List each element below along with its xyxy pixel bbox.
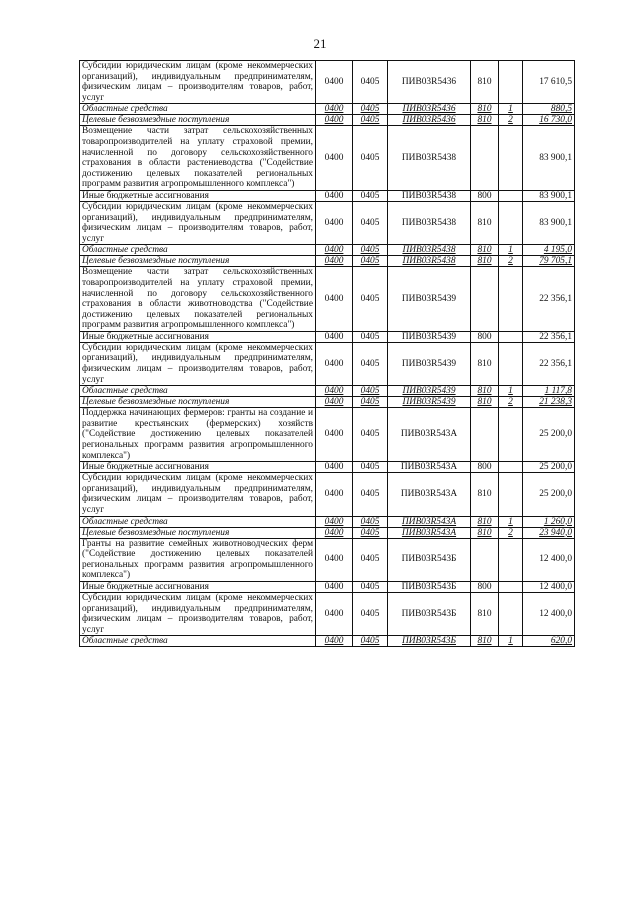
row-target-code: ПИВ03R5438 <box>388 126 471 191</box>
table-row <box>80 267 575 332</box>
row-name: Возмещение части затрат сельскохозяйственных товаропроизводителей на уплату страховой премии, начисленной по договору сельскохозяйственного страхования в области животноводства ("Содействие достижению целевых показателей региональных программ развития агропромышленного комплекса") <box>80 267 316 332</box>
row-expense-type-code: 800 <box>471 331 499 342</box>
row-section-code: 0400 <box>316 462 353 473</box>
row-target-code: ПИВ03R543А <box>388 473 471 516</box>
row-amount: 22 356,1 <box>523 342 575 385</box>
row-name: Иные бюджетные ассигнования <box>80 190 316 201</box>
row-name: Субсидии юридическим лицам (кроме некоммерческих организаций), индивидуальным предпринимателям, физическим лицам – производителям товаров, работ, услуг <box>80 61 316 104</box>
row-name: Целевые безвозмездные поступления <box>80 115 316 126</box>
row-section-code: 0400 <box>316 331 353 342</box>
row-subsection-code: 0405 <box>353 636 388 647</box>
row-subsection-code: 0405 <box>353 126 388 191</box>
row-section-code: 0400 <box>316 115 353 126</box>
table-row <box>80 408 575 462</box>
table-row <box>80 331 575 342</box>
table-row <box>80 126 575 191</box>
row-source-code: 1 <box>499 104 523 115</box>
row-amount: 620,0 <box>523 636 575 647</box>
row-expense-type-code: 800 <box>471 581 499 592</box>
row-source-code: 2 <box>499 397 523 408</box>
row-subsection-code: 0405 <box>353 397 388 408</box>
row-name: Поддержка начинающих фермеров: гранты на создание и развитие крестьянских (фермерских) хозяйств ("Содействие достижению целевых показателей региональных программ развития агропромышленного комплекса") <box>80 408 316 462</box>
row-target-code: ПИВ03R543А <box>388 527 471 538</box>
row-section-code: 0400 <box>316 61 353 104</box>
row-expense-type-code: 810 <box>471 527 499 538</box>
row-target-code: ПИВ03R543А <box>388 516 471 527</box>
row-target-code: ПИВ03R543Б <box>388 538 471 581</box>
row-subsection-code: 0405 <box>353 462 388 473</box>
row-amount: 12 400,0 <box>523 538 575 581</box>
row-source-code: 1 <box>499 516 523 527</box>
row-subsection-code: 0405 <box>353 104 388 115</box>
row-section-code: 0400 <box>316 386 353 397</box>
row-name: Целевые безвозмездные поступления <box>80 256 316 267</box>
row-source-code <box>499 190 523 201</box>
row-amount: 12 400,0 <box>523 592 575 635</box>
row-section-code: 0400 <box>316 538 353 581</box>
row-name: Субсидии юридическим лицам (кроме некоммерческих организаций), индивидуальным предпринимателям, физическим лицам – производителям товаров, работ, услуг <box>80 592 316 635</box>
row-target-code: ПИВ03R5436 <box>388 104 471 115</box>
row-section-code: 0400 <box>316 267 353 332</box>
row-expense-type-code: 810 <box>471 61 499 104</box>
row-amount: 880,5 <box>523 104 575 115</box>
row-subsection-code: 0405 <box>353 473 388 516</box>
row-subsection-code: 0405 <box>353 581 388 592</box>
row-expense-type-code: 810 <box>471 386 499 397</box>
table-row <box>80 581 575 592</box>
row-amount: 83 900,1 <box>523 126 575 191</box>
row-target-code: ПИВ03R5438 <box>388 256 471 267</box>
row-source-code <box>499 462 523 473</box>
table-row-funding-source <box>80 245 575 256</box>
row-target-code: ПИВ03R5438 <box>388 245 471 256</box>
row-expense-type-code <box>471 538 499 581</box>
row-name: Субсидии юридическим лицам (кроме некоммерческих организаций), индивидуальным предпринимателям, физическим лицам – производителям товаров, работ, услуг <box>80 201 316 244</box>
row-subsection-code: 0405 <box>353 516 388 527</box>
row-source-code <box>499 126 523 191</box>
row-subsection-code: 0405 <box>353 267 388 332</box>
table-row-funding-source <box>80 397 575 408</box>
row-source-code <box>499 267 523 332</box>
row-subsection-code: 0405 <box>353 386 388 397</box>
row-amount: 4 195,0 <box>523 245 575 256</box>
row-name: Иные бюджетные ассигнования <box>80 462 316 473</box>
row-section-code: 0400 <box>316 636 353 647</box>
row-target-code: ПИВ03R5439 <box>388 397 471 408</box>
page-number: 21 <box>313 36 327 51</box>
row-target-code: ПИВ03R5436 <box>388 61 471 104</box>
row-section-code: 0400 <box>316 516 353 527</box>
row-expense-type-code: 810 <box>471 636 499 647</box>
row-name: Субсидии юридическим лицам (кроме некоммерческих организаций), индивидуальным предпринимателям, физическим лицам – производителям товаров, работ, услуг <box>80 342 316 385</box>
row-target-code: ПИВ03R5438 <box>388 201 471 244</box>
row-expense-type-code: 810 <box>471 592 499 635</box>
table-row <box>80 473 575 516</box>
row-section-code: 0400 <box>316 245 353 256</box>
table-row-funding-source <box>80 115 575 126</box>
table-row <box>80 61 575 104</box>
row-expense-type-code: 810 <box>471 256 499 267</box>
row-subsection-code: 0405 <box>353 115 388 126</box>
row-expense-type-code: 810 <box>471 473 499 516</box>
row-expense-type-code: 810 <box>471 516 499 527</box>
row-name: Областные средства <box>80 245 316 256</box>
table-body <box>80 61 575 647</box>
row-subsection-code: 0405 <box>353 256 388 267</box>
row-amount: 1 260,0 <box>523 516 575 527</box>
row-section-code: 0400 <box>316 256 353 267</box>
row-target-code: ПИВ03R543Б <box>388 592 471 635</box>
table-row <box>80 342 575 385</box>
row-amount: 1 117,8 <box>523 386 575 397</box>
row-subsection-code: 0405 <box>353 201 388 244</box>
row-subsection-code: 0405 <box>353 538 388 581</box>
row-subsection-code: 0405 <box>353 592 388 635</box>
row-expense-type-code <box>471 267 499 332</box>
row-subsection-code: 0405 <box>353 527 388 538</box>
table-row <box>80 190 575 201</box>
row-subsection-code: 0405 <box>353 190 388 201</box>
row-source-code: 2 <box>499 256 523 267</box>
row-expense-type-code <box>471 126 499 191</box>
row-expense-type-code: 810 <box>471 342 499 385</box>
row-subsection-code: 0405 <box>353 245 388 256</box>
row-source-code <box>499 201 523 244</box>
row-name: Областные средства <box>80 636 316 647</box>
row-target-code: ПИВ03R5436 <box>388 115 471 126</box>
row-source-code <box>499 331 523 342</box>
row-target-code: ПИВ03R543А <box>388 462 471 473</box>
row-section-code: 0400 <box>316 592 353 635</box>
row-expense-type-code: 810 <box>471 245 499 256</box>
row-target-code: ПИВ03R543Б <box>388 581 471 592</box>
row-source-code: 1 <box>499 386 523 397</box>
row-amount: 25 200,0 <box>523 408 575 462</box>
row-amount: 83 900,1 <box>523 190 575 201</box>
row-amount: 25 200,0 <box>523 473 575 516</box>
row-source-code <box>499 581 523 592</box>
row-expense-type-code: 800 <box>471 190 499 201</box>
row-name: Целевые безвозмездные поступления <box>80 527 316 538</box>
table-row-funding-source <box>80 104 575 115</box>
table-row <box>80 462 575 473</box>
table-row-funding-source <box>80 256 575 267</box>
row-section-code: 0400 <box>316 408 353 462</box>
table-row-funding-source <box>80 386 575 397</box>
table-row <box>80 538 575 581</box>
row-name: Иные бюджетные ассигнования <box>80 331 316 342</box>
row-source-code: 1 <box>499 636 523 647</box>
row-subsection-code: 0405 <box>353 342 388 385</box>
row-name: Иные бюджетные ассигнования <box>80 581 316 592</box>
row-name: Областные средства <box>80 104 316 115</box>
row-source-code: 2 <box>499 527 523 538</box>
table-row-funding-source <box>80 516 575 527</box>
row-name: Субсидии юридическим лицам (кроме некоммерческих организаций), индивидуальным предпринимателям, физическим лицам – производителям товаров, работ, услуг <box>80 473 316 516</box>
row-expense-type-code: 810 <box>471 104 499 115</box>
row-target-code: ПИВ03R543А <box>388 408 471 462</box>
row-name: Целевые безвозмездные поступления <box>80 397 316 408</box>
row-amount: 25 200,0 <box>523 462 575 473</box>
row-source-code <box>499 61 523 104</box>
row-expense-type-code: 810 <box>471 115 499 126</box>
budget-table <box>79 60 575 647</box>
row-expense-type-code: 800 <box>471 462 499 473</box>
row-amount: 16 730,0 <box>523 115 575 126</box>
row-target-code: ПИВ03R5439 <box>388 331 471 342</box>
row-source-code: 1 <box>499 245 523 256</box>
row-amount: 79 705,1 <box>523 256 575 267</box>
row-amount: 83 900,1 <box>523 201 575 244</box>
row-expense-type-code <box>471 408 499 462</box>
row-target-code: ПИВ03R5439 <box>388 386 471 397</box>
row-amount: 22 356,1 <box>523 331 575 342</box>
row-expense-type-code: 810 <box>471 397 499 408</box>
row-target-code: ПИВ03R5439 <box>388 342 471 385</box>
row-section-code: 0400 <box>316 527 353 538</box>
table-row <box>80 201 575 244</box>
row-subsection-code: 0405 <box>353 408 388 462</box>
row-section-code: 0400 <box>316 201 353 244</box>
table-row-funding-source <box>80 636 575 647</box>
row-source-code <box>499 538 523 581</box>
row-subsection-code: 0405 <box>353 61 388 104</box>
row-source-code <box>499 592 523 635</box>
table-row <box>80 592 575 635</box>
table-row-funding-source <box>80 527 575 538</box>
row-target-code: ПИВ03R5438 <box>388 190 471 201</box>
row-amount: 23 940,0 <box>523 527 575 538</box>
row-section-code: 0400 <box>316 104 353 115</box>
row-amount: 21 238,3 <box>523 397 575 408</box>
row-name: Возмещение части затрат сельскохозяйственных товаропроизводителей на уплату страховой премии, начисленной по договору сельскохозяйственного страхования в области растениеводства ("Содействие достижению целевых показателей региональных программ развития агропромышленного комплекса") <box>80 126 316 191</box>
row-source-code <box>499 408 523 462</box>
row-section-code: 0400 <box>316 581 353 592</box>
row-expense-type-code: 810 <box>471 201 499 244</box>
row-section-code: 0400 <box>316 342 353 385</box>
row-section-code: 0400 <box>316 126 353 191</box>
row-source-code: 2 <box>499 115 523 126</box>
row-section-code: 0400 <box>316 397 353 408</box>
row-source-code <box>499 342 523 385</box>
row-name: Областные средства <box>80 386 316 397</box>
row-name: Областные средства <box>80 516 316 527</box>
row-subsection-code: 0405 <box>353 331 388 342</box>
row-name: Гранты на развитие семейных животноводческих ферм ("Содействие достижению целевых показателей региональных программ развития агропромышленного комплекса") <box>80 538 316 581</box>
row-amount: 22 356,1 <box>523 267 575 332</box>
row-target-code: ПИВ03R5439 <box>388 267 471 332</box>
row-amount: 17 610,5 <box>523 61 575 104</box>
row-amount: 12 400,0 <box>523 581 575 592</box>
row-section-code: 0400 <box>316 190 353 201</box>
row-source-code <box>499 473 523 516</box>
row-target-code: ПИВ03R543Б <box>388 636 471 647</box>
row-section-code: 0400 <box>316 473 353 516</box>
